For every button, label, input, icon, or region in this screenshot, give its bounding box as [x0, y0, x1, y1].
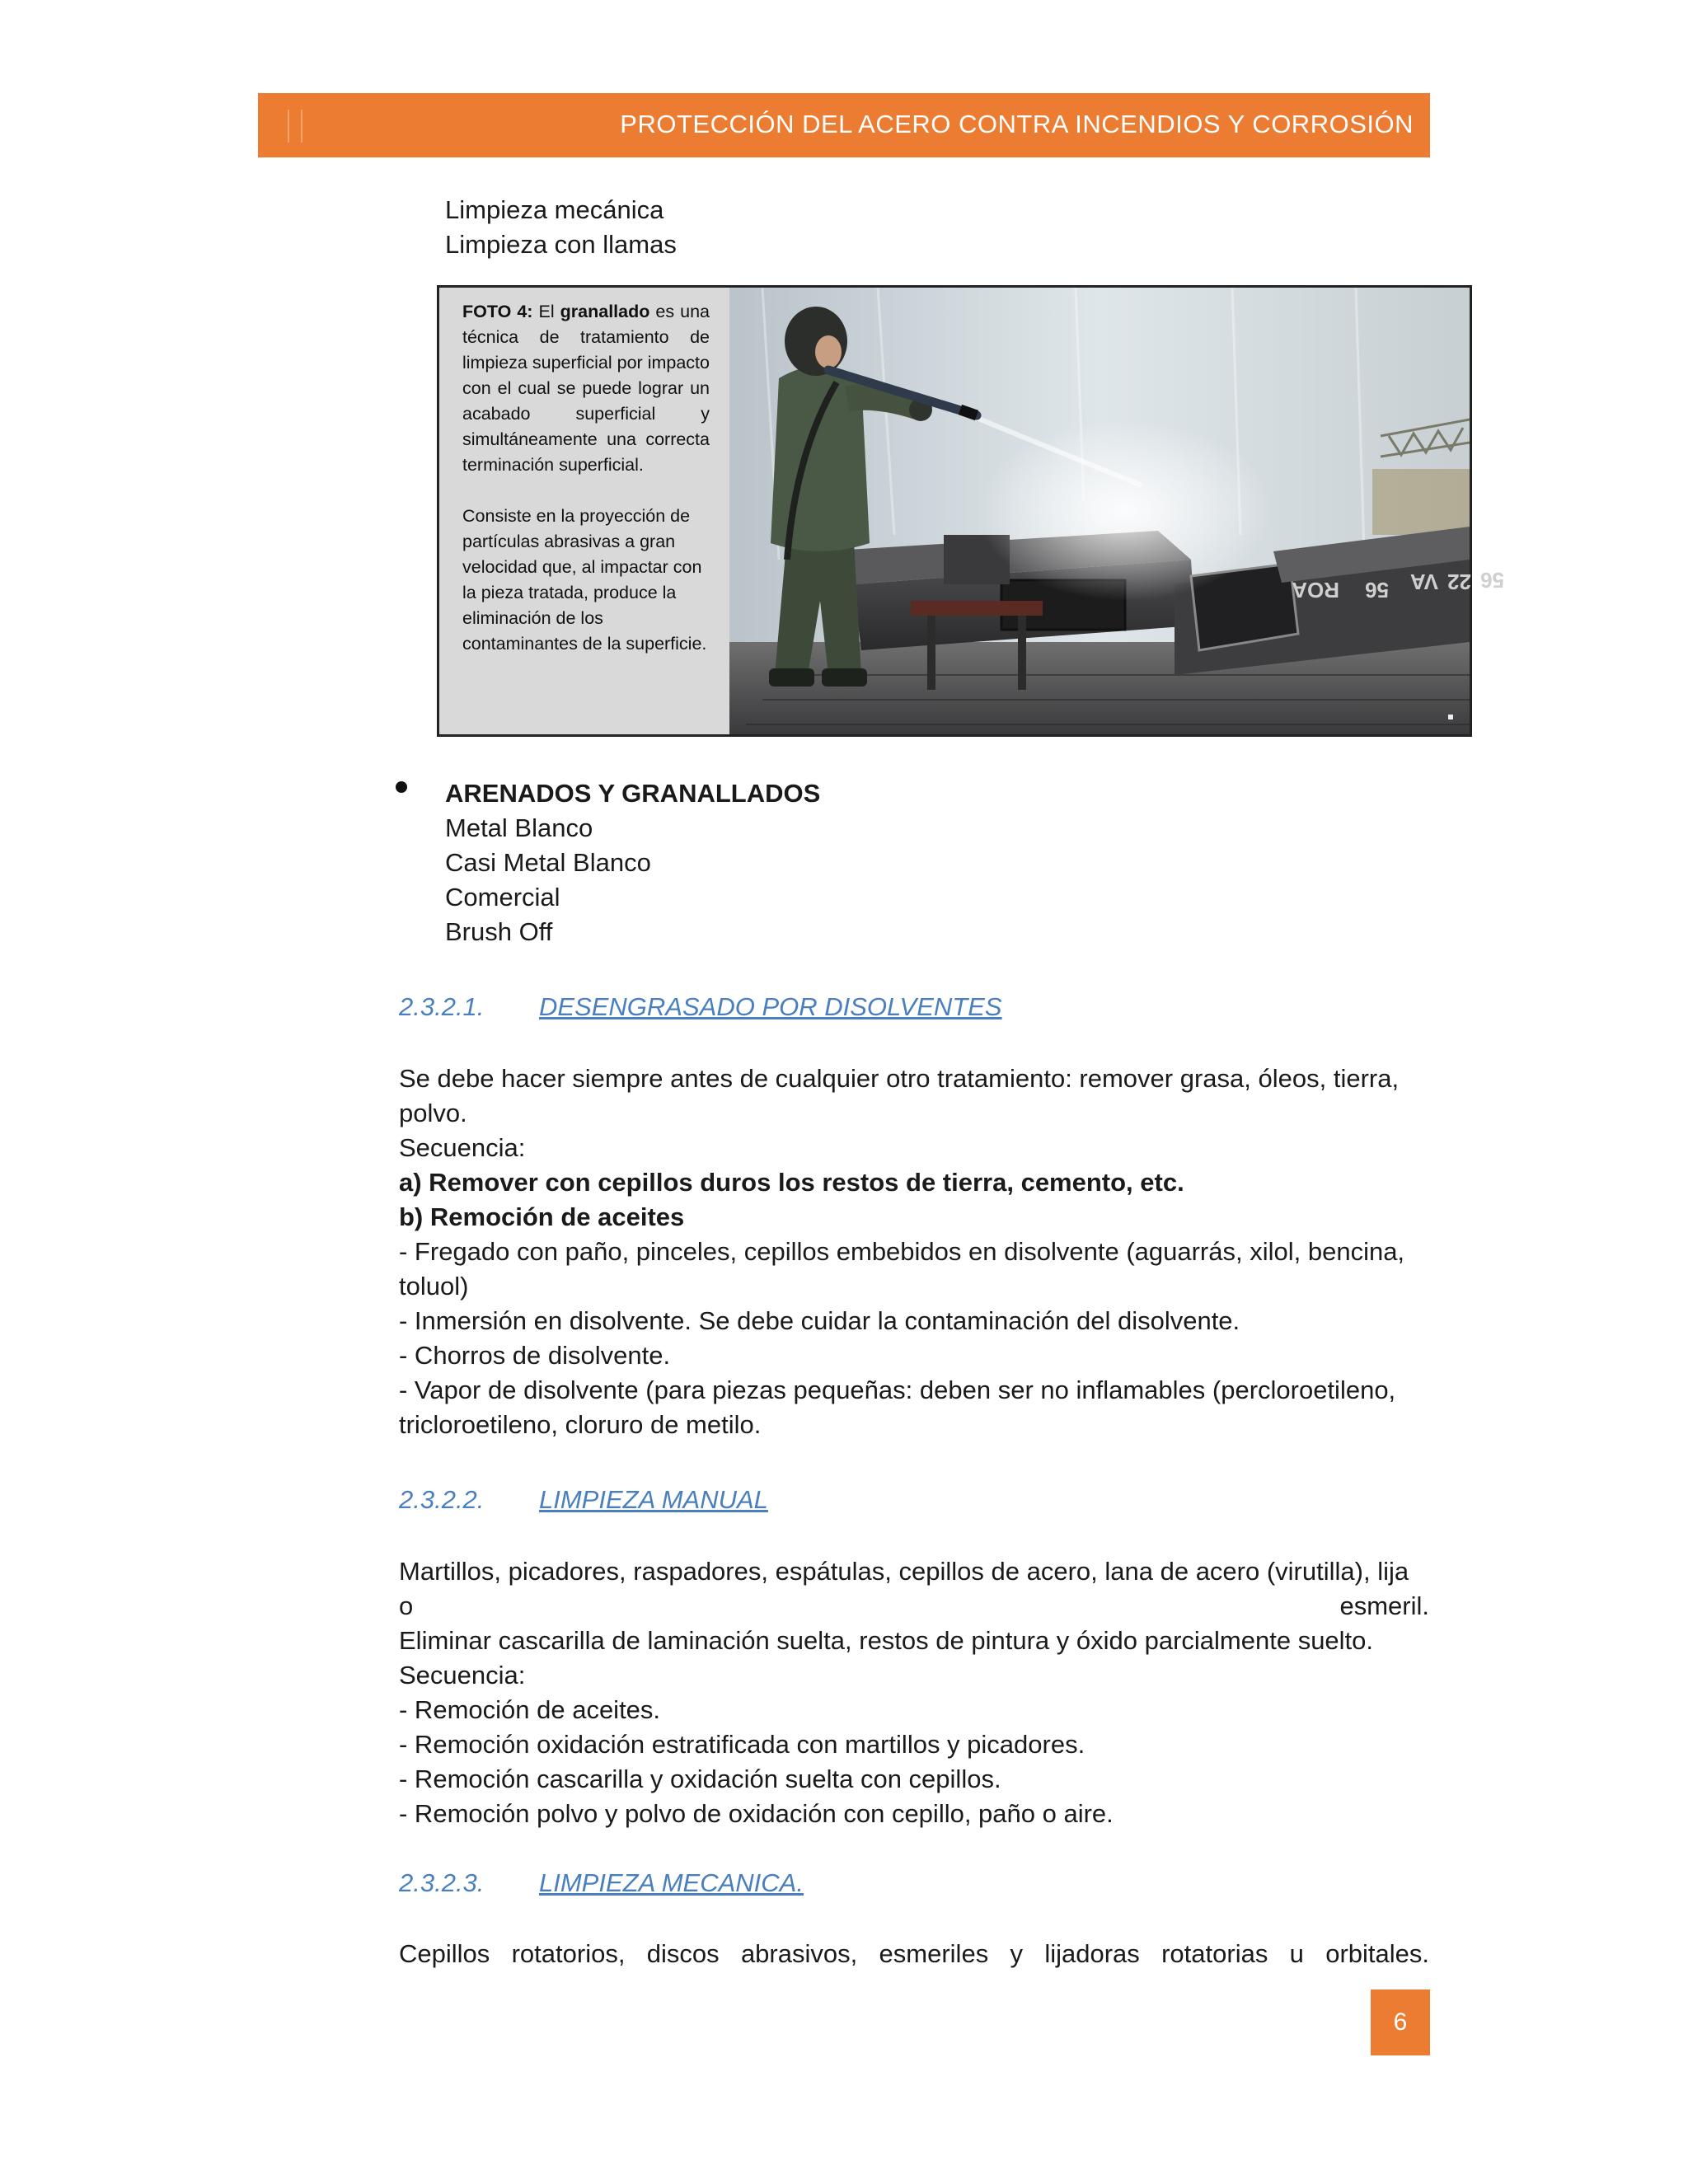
text-word: abrasivos,: [740, 1939, 858, 1968]
list-item: Comercial: [445, 883, 560, 912]
paragraph-line: - Chorros de disolvente.: [399, 1341, 671, 1370]
paragraph-line: b) Remoción de aceites: [399, 1202, 685, 1231]
text-word: u: [1289, 1939, 1304, 1968]
page-header: [258, 93, 1430, 157]
list-item: Brush Off: [445, 917, 553, 946]
photo-caption: [439, 288, 729, 734]
worker-blasting-steel-image: [729, 288, 1504, 734]
paragraph-line: Secuencia:: [399, 1661, 526, 1690]
text-word: orbitales.: [1325, 1939, 1429, 1968]
list-item: Metal Blanco: [445, 813, 593, 842]
paragraph-line: [399, 1937, 1429, 1971]
paragraph-line: tricloroetileno, cloruro de metilo.: [399, 1410, 762, 1439]
caption-label: FOTO 4:: [462, 302, 533, 321]
page-number: 6: [1371, 1990, 1430, 2055]
bullet-title: ARENADOS Y GRANALLADOS: [445, 779, 821, 808]
paragraph-line: [399, 1589, 1429, 1624]
text-word: y: [1010, 1939, 1024, 1968]
list-item: Limpieza con llamas: [445, 230, 677, 259]
beam-mark: VA: [1409, 569, 1438, 594]
paragraph-line: [399, 1062, 1429, 1096]
header-decoration: [288, 110, 302, 143]
paragraph-line: - Vapor de disolvente (para piezas pequeñas: deben ser no inflamables (percloroetileno,: [399, 1376, 1396, 1404]
paragraph-line: Eliminar cascarilla de laminación suelta, restos de pintura y óxido parcialmente suelto.: [399, 1626, 1374, 1655]
paragraph-line: toluol): [399, 1272, 469, 1301]
section-title: LIMPIEZA MANUAL: [539, 1485, 768, 1514]
paragraph-line: - Remoción oxidación estratificada con martillos y picadores.: [399, 1730, 1085, 1759]
list-item: Casi Metal Blanco: [445, 848, 651, 877]
text-word: rotatorios,: [511, 1939, 626, 1968]
section-title: LIMPIEZA MECANICA.: [539, 1868, 804, 1897]
paragraph-line: - Fregado con paño, pinceles, cepillos embebidos en disolvente (aguarrás, xilol, bencina,: [399, 1237, 1405, 1266]
text-word: esmeriles: [879, 1939, 989, 1968]
section-number: 2.3.2.1.: [399, 992, 485, 1021]
section-heading: [399, 1868, 804, 1898]
caption-paragraph-1: [462, 299, 710, 478]
section-heading: [399, 1485, 768, 1515]
paragraph-line: - Remoción de aceites.: [399, 1695, 661, 1724]
header-title: PROTECCIÓN DEL ACERO CONTRA INCENDIOS Y CORROSIÓN: [620, 110, 1414, 138]
section-number: 2.3.2.3.: [399, 1868, 485, 1897]
text-word: rotatorias: [1161, 1939, 1268, 1968]
photo-figure: [437, 285, 1504, 737]
caption-term: granallado: [560, 302, 650, 321]
text-word: discos: [646, 1939, 720, 1968]
paragraph-line: - Inmersión en disolvente. Se debe cuidar la contaminación del disolvente.: [399, 1306, 1240, 1335]
beam-mark: 56: [1365, 578, 1389, 602]
beam-mark: 22: [1447, 569, 1471, 594]
paragraph-line: polvo.: [399, 1099, 467, 1127]
section-number: 2.3.2.2.: [399, 1485, 485, 1514]
section-heading: [399, 992, 1002, 1022]
paragraph-line: Secuencia:: [399, 1133, 526, 1162]
text-word: lijadoras: [1044, 1939, 1140, 1968]
text-word: esmeril.: [1339, 1591, 1429, 1620]
bullet-icon: [396, 781, 407, 793]
paragraph-line: - Remoción polvo y polvo de oxidación con cepillo, paño o aire.: [399, 1799, 1114, 1828]
caption-paragraph-2: Consiste en la proyección de partículas abrasivas a gran velocidad que, al impactar con la pieza tratada, produce la eliminación de los contaminantes de la superficie.: [462, 506, 707, 654]
text-word: o: [399, 1591, 414, 1620]
caption-pre: El: [538, 302, 555, 321]
beam-mark: ROA: [1292, 578, 1339, 602]
paragraph-line: Martillos, picadores, raspadores, espátulas, cepillos de acero, lana de acero (virutilla), lija: [399, 1557, 1409, 1586]
caption-text: es una técnica de tratamiento de limpieza superficial por impacto con el cual se puede lograr un acabado superficial y simultáneamente una correcta terminación superficial.: [462, 302, 710, 475]
text-word: Cepillos: [399, 1939, 490, 1968]
beam-mark: 56: [1480, 568, 1504, 593]
blasting-photo: [729, 288, 1504, 734]
paragraph-line: a) Remover con cepillos duros los restos de tierra, cemento, etc.: [399, 1168, 1184, 1197]
paragraph-line: - Remoción cascarilla y oxidación suelta con cepillos.: [399, 1765, 1001, 1793]
text-line: Se debe hacer siempre antes de cualquier otro tratamiento: remover grasa, óleos, tierra,: [399, 1064, 1400, 1093]
list-item: Limpieza mecánica: [445, 195, 664, 224]
section-title: DESENGRASADO POR DISOLVENTES: [539, 992, 1002, 1021]
